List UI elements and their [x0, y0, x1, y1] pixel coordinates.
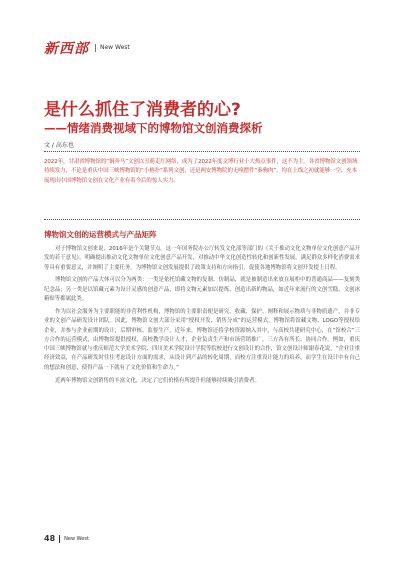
body-paragraph: 作为以社会服务为主要职能的非营利性机构，博物馆的主要职责便是研究、收藏、保护、阐释和展示物质与非物质遗产，并非专业的文创产品研发设计团队。因此，博物馆文创大部分采用“授权开发、销售分成”的运营模式。博物馆将馆藏文物、LOGO等授权给企业，并参与企业前期的设计，后期审核、监督生产，近年来，博物馆还将学校资源纳入其中，与高校共建研究中心，在“馆校合”三方合作的运营模式，由博物馆提供授权，高校教学设计人才，企业负责生产和市场营销推广，三方各有所长，协同合作。例如，重庆中国三峡博物馆就与重庆师范大学美术学院、四川美术学院设计学院等院校进行文创设计的合作，馆文创设计师谢春花说，“企业注重经济效益，在产品研发时往往考虑设计方面的需求，从设计到产品的转化周期，而校方注重设计能力的培养，而学生在设计中有自己的想法和创意，使得产品一下就有了文化价值和生命力。”	[44, 308, 360, 371]
body-paragraph: 对于博物馆文创来说，2016年是个关键节点。这一年国务院办公厅转发文化部等部门的《关于推动文化文物单位文化创意产品开发的若干意见》，明确提出推动文化文物单位文化创意产品开发，对推动中华文化创造性转化和创新性发展，满足群众多样化消费需求等具有重要意义，并阐明了主要任务。为博物馆文创发展提供了政策支持和方向指引，促使各地博物馆将文创开发提上日程。	[44, 246, 360, 271]
body-paragraph: 近两年博物馆文创销售的丰富文化，决定了它们价格有所提升但能够持续吸引消费者。	[55, 377, 260, 384]
article-body	[44, 245, 360, 390]
body-paragraph: 博物馆文创的产品大体可以分为两类：一类是依托馆藏文物的复制、仿制品，就是被制造出来放在展柜中的普通商品——复刻类纪念品；另一类是以馆藏元素为设计灵感的创意产品，即将文物元素加以提炼、创造出新的物品，如近年来流行的文创雪糕、文创冰箱贴等都属此类。	[44, 277, 360, 303]
abstract-bottom-rule	[44, 219, 360, 220]
abstract-top-rule	[44, 151, 360, 152]
page-number: 48	[44, 534, 56, 543]
article-author: 文 / 高东也	[44, 142, 74, 149]
article-abstract: 2022年，甘肃省博物馆的“铜奔马”文创以丑萌走红网络，成为了2022年度文博行业十大热点事件，这不为主。各省博物馆文创领域持续发力，不论是重庆中国三峡博物馆的“小榕扑”系列文创，还是两安博物院的无嗅摆件“秦驹肉”，均在上线之初就能够一空，充本展现出中国博物馆文创在文化产业有着今后的惊人实力。	[44, 159, 358, 184]
article-title: 是什么抓住了消费者的心?	[44, 100, 241, 120]
masthead	[44, 38, 130, 58]
masthead-english-name	[95, 44, 130, 52]
footer-divider	[59, 535, 60, 543]
masthead-english-line: New West	[100, 44, 130, 51]
magazine-logo: 新西部	[44, 41, 89, 57]
section-heading: 博物馆文创的运营模式与产品矩阵	[44, 230, 157, 239]
article-subtitle: ——情绪消费视域下的博物馆文创消费探析	[44, 121, 263, 135]
page-footer	[44, 534, 89, 543]
footer-publication: New West	[64, 535, 89, 542]
